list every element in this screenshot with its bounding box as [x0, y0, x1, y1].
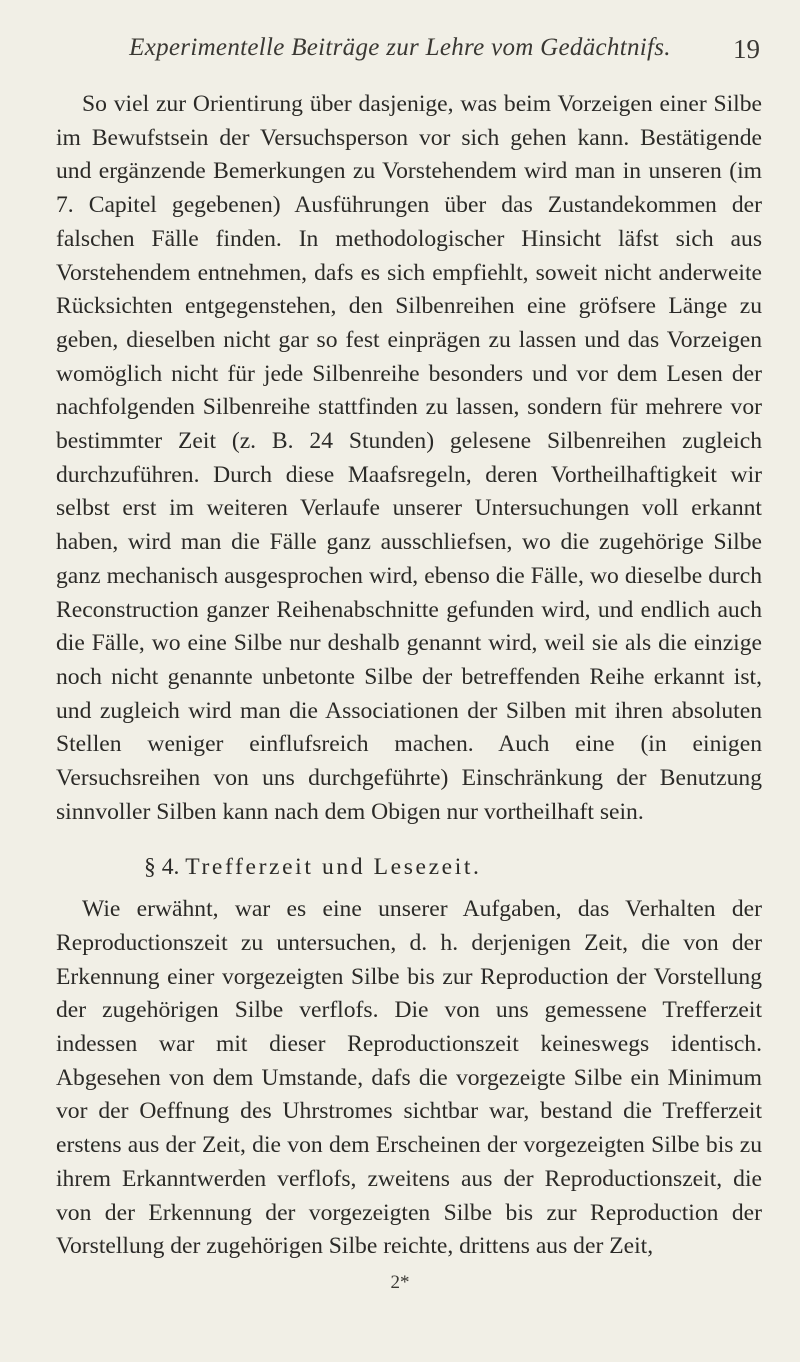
section-heading — [56, 851, 762, 885]
running-head — [0, 34, 800, 70]
printer-signature: 2* — [390, 1272, 410, 1293]
section-title: Trefferzeit und Lesezeit. — [185, 854, 482, 881]
section-number: § 4. — [144, 854, 180, 881]
body-text — [56, 88, 762, 1264]
paragraph-2: Wie erwähnt, war es eine unserer Aufgaben, das Verhalten der Reproductionszeit zu untersuchen, d. h. derjenigen Zeit, die von der Erkennung einer vorgezeigten Silbe bis zur Reproduction der Vorstellung der zugehörigen Silbe verflofs. Die von uns gemessene Trefferzeit indessen war mit dieser Reproductionszeit keineswegs identisch. Abgesehen von dem Umstande, dafs die vorgezeigte Silbe ein Minimum vor der Oeffnung des Uhrstromes sichtbar war, bestand die Trefferzeit erstens aus der Zeit, die von dem Erscheinen der vorgezeigten Silbe bis zu ihrem Erkanntwerden verflofs, zweitens aus der Reproductionszeit, die von der Erkennung der vorgezeigten Silbe bis zur Reproduction der Vorstellung der zugehörigen Silbe reichte, drittens aus der Zeit, — [56, 896, 762, 1260]
running-title: Experimentelle Beiträge zur Lehre vom Gedächtnifs. — [129, 34, 671, 61]
paragraph-1: So viel zur Orientirung über dasjenige, was beim Vorzeigen einer Silbe im Bewufstsein der Versuchsperson vor sich gehen kann. Bestätigende und ergänzende Bemerkungen zu Vorstehendem wird man in unseren (im 7. Capitel gegebenen) Ausführungen über das Zustandekommen der falschen Fälle finden. In methodologischer Hinsicht läfst sich aus Vorstehendem entnehmen, dafs es sich empfiehlt, soweit nicht anderweite Rücksichten entgegenstehen, den Silbenreihen eine gröfsere Länge zu geben, dieselben nicht gar so fest einprägen zu lassen und das Vorzeigen womöglich nicht für jede Silbenreihe besonders und vor dem Lesen der nachfolgenden Silbenreihe stattfinden zu lassen, sondern für mehrere vor bestimmter Zeit (z. B. 24 Stunden) gelesene Silbenreihen zugleich durchzuführen. Durch diese Maafsregeln, deren Vortheilhaftigkeit wir selbst erst im weiteren Verlaufe unserer Untersuchungen voll erkannt haben, wird man die Fälle ganz ausschliefsen, wo die zugehörige Silbe ganz mechanisch ausgesprochen wird, ebenso die Fälle, wo dieselbe durch Reconstruction ganzer Reihenabschnitte gefunden wird, und endlich auch die Fälle, wo eine Silbe nur deshalb genannt wird, weil sie als die einzige noch nicht genannte unbetonte Silbe der betreffenden Reihe erkannt ist, und zugleich wird man die Associationen der Silben mit ihren absoluten Stellen weniger einflufsreich machen. Auch eine (in einigen Versuchsreihen von uns durchgeführte) Einschränkung der Benutzung sinnvoller Silben kann nach dem Obigen nur vortheilhaft sein. — [56, 91, 762, 825]
page-number: 19 — [733, 34, 760, 64]
